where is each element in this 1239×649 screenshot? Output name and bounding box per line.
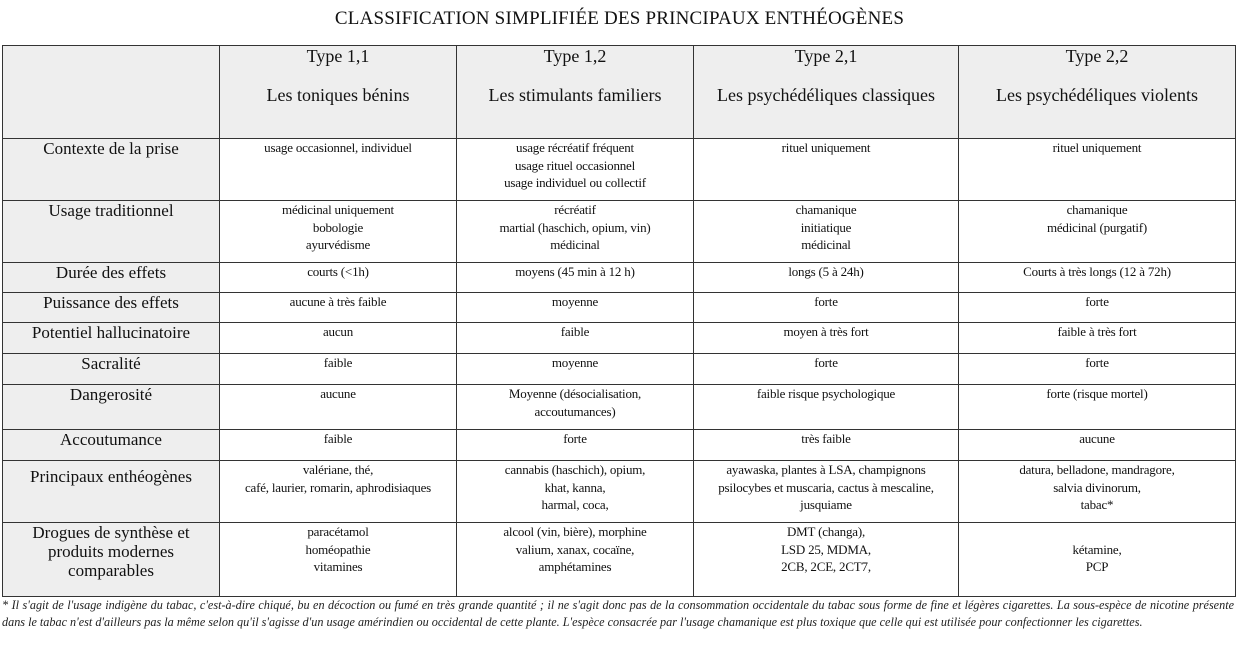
table-row — [3, 461, 1236, 523]
row-label: Usage traditionnel — [3, 201, 220, 263]
row-label: Dangerosité — [3, 385, 220, 430]
table-row — [3, 354, 1236, 385]
table-cell: moyen à très fort — [694, 323, 959, 354]
table-cell: moyens (45 min à 12 h) — [457, 263, 694, 293]
column-header — [220, 46, 457, 139]
table-row — [3, 293, 1236, 323]
column-type: Type 1,2 — [543, 46, 607, 66]
table-cell: rituel uniquement — [694, 139, 959, 201]
table-cell: très faible — [694, 430, 959, 461]
column-type: Type 2,1 — [794, 46, 858, 66]
row-label: Contexte de la prise — [3, 139, 220, 201]
header-row — [3, 46, 1236, 139]
table-cell: valériane, thé, café, laurier, romarin, aphrodisiaques — [220, 461, 457, 523]
row-label: Sacralité — [3, 354, 220, 385]
table-cell: forte (risque mortel) — [959, 385, 1236, 430]
table-cell: forte — [694, 354, 959, 385]
table-cell: usage occasionnel, individuel — [220, 139, 457, 201]
table-cell: forte — [694, 293, 959, 323]
column-header — [694, 46, 959, 139]
column-type: Type 2,2 — [1065, 46, 1129, 66]
table-cell: aucune — [959, 430, 1236, 461]
table-cell: faible — [220, 354, 457, 385]
table-cell: aucune — [220, 385, 457, 430]
table-cell: ayawaska, plantes à LSA, champignons psilocybes et muscaria, cactus à mescaline, jusquiame — [694, 461, 959, 523]
table-row — [3, 139, 1236, 201]
table-cell: longs (5 à 24h) — [694, 263, 959, 293]
row-label: Principaux enthéogènes — [3, 461, 220, 523]
table-cell: récréatif martial (haschich, opium, vin) médicinal — [457, 201, 694, 263]
footnote: * Il s'agit de l'usage indigène du tabac, c'est-à-dire chiqué, bu en décoction ou fumé en très grande quantité ; il ne s'agit donc pas de la consommation occidentale du tabac sous forme de fine et légères cigarettes. La sous-espèce de nicotine présente dans le tabac n'est d'ailleurs pas la même selon qu'il s'agisse d'un usage amérindien ou occidental de cette plante. L'espèce consacrée par l'usage chamanique est plus toxique que celle qui est utilisée pour confectionner les cigarettes. — [2, 598, 1234, 629]
column-name: Les psychédéliques violents — [996, 85, 1198, 105]
table-cell: moyenne — [457, 354, 694, 385]
table-cell: faible — [220, 430, 457, 461]
header-corner — [3, 46, 220, 139]
table-cell: Moyenne (désocialisation, accoutumances) — [457, 385, 694, 430]
table-row — [3, 430, 1236, 461]
table-row — [3, 323, 1236, 354]
column-name: Les psychédéliques classiques — [717, 85, 935, 105]
table-cell: forte — [959, 354, 1236, 385]
column-type: Type 1,1 — [306, 46, 370, 66]
page-title: CLASSIFICATION SIMPLIFIÉE DES PRINCIPAUX ENTHÉOGÈNES — [334, 8, 905, 29]
table-cell: chamanique initiatique médicinal — [694, 201, 959, 263]
table-cell: aucun — [220, 323, 457, 354]
column-name: Les stimulants familiers — [488, 85, 662, 105]
table-cell: alcool (vin, bière), morphine valium, xanax, cocaïne, amphétamines — [457, 523, 694, 597]
table-cell: cannabis (haschich), opium, khat, kanna, harmal, coca, — [457, 461, 694, 523]
table-cell: chamanique médicinal (purgatif) — [959, 201, 1236, 263]
table-cell: kétamine, PCP — [959, 523, 1236, 597]
row-label: Accoutumance — [3, 430, 220, 461]
table-cell: aucune à très faible — [220, 293, 457, 323]
table-cell: datura, belladone, mandragore, salvia divinorum, tabac* — [959, 461, 1236, 523]
table-cell: courts (<1h) — [220, 263, 457, 293]
row-label: Puissance des effets — [3, 293, 220, 323]
row-label: Drogues de synthèse et produits modernes comparables — [3, 523, 220, 597]
table-row — [3, 385, 1236, 430]
table-cell: médicinal uniquement bobologie ayurvédisme — [220, 201, 457, 263]
table-cell: faible à très fort — [959, 323, 1236, 354]
table-cell: usage récréatif fréquent usage rituel occasionnel usage individuel ou collectif — [457, 139, 694, 201]
column-name: Les toniques bénins — [266, 85, 410, 105]
table-cell: rituel uniquement — [959, 139, 1236, 201]
table-cell: faible — [457, 323, 694, 354]
table-row — [3, 263, 1236, 293]
classification-table — [2, 45, 1236, 597]
table-row — [3, 201, 1236, 263]
table-row — [3, 523, 1236, 597]
row-label: Durée des effets — [3, 263, 220, 293]
table-cell: forte — [959, 293, 1236, 323]
column-header — [457, 46, 694, 139]
table-cell: faible risque psychologique — [694, 385, 959, 430]
row-label: Potentiel hallucinatoire — [3, 323, 220, 354]
table-cell: moyenne — [457, 293, 694, 323]
column-header — [959, 46, 1236, 139]
table-cell: DMT (changa), LSD 25, MDMA, 2CB, 2CE, 2CT7, — [694, 523, 959, 597]
table-cell: Courts à très longs (12 à 72h) — [959, 263, 1236, 293]
table-cell: forte — [457, 430, 694, 461]
table-cell: paracétamol homéopathie vitamines — [220, 523, 457, 597]
